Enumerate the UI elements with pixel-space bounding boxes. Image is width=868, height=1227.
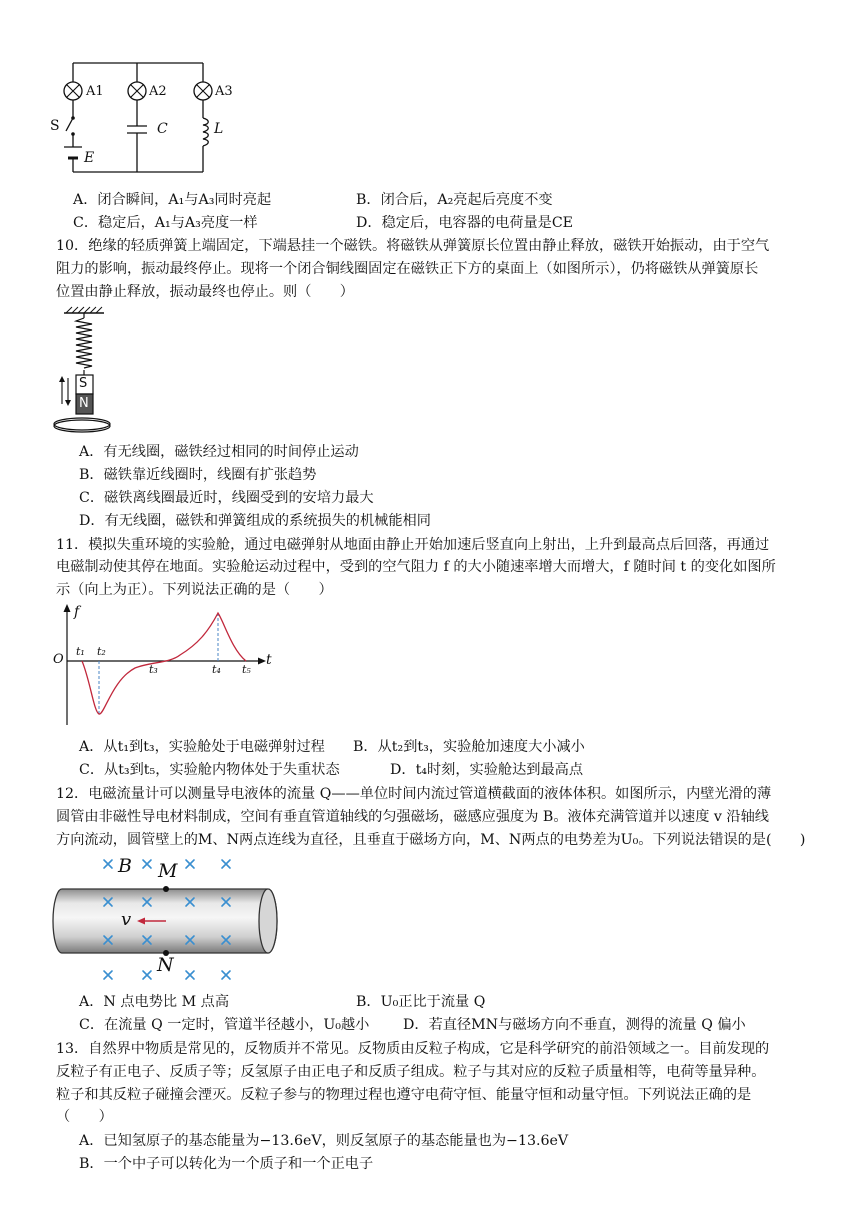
q9-option-b[interactable]: B．闭合后，A₂亮起后亮度不变 <box>356 192 553 208</box>
lamp-a3-label: A3 <box>215 84 233 99</box>
graph-t1-label: t₁ <box>76 645 85 658</box>
q11-option-d[interactable]: D．t₄时刻，实验舱达到最高点 <box>390 762 584 778</box>
graph-t4-label: t₄ <box>212 663 221 676</box>
q10-stem-line: 10．绝缘的轻质弹簧上端固定，下端悬挂一个磁铁。将磁铁从弹簧原长位置由静止释放，磁铁开始振动，由于空气 <box>56 238 770 254</box>
q10-stem-line: 阻力的影响，振动最终停止。现将一个闭合铜线圈固定在磁铁正下方的桌面上（如图所示），仍将磁铁从弹簧原长 <box>56 261 759 277</box>
battery-label: E <box>84 150 95 166</box>
point-m-label: M <box>158 860 178 882</box>
q11-stem-line: 电磁制动使其停在地面。实验舱运动过程中，受到的空气阻力 f 的大小随速率增大而增大，f 随时间 t 的变化如图所 <box>56 559 776 575</box>
graph-origin-label: O <box>53 652 64 667</box>
point-n-label: N <box>157 954 174 976</box>
q10-option-a[interactable]: A．有无线圈，磁铁经过相同的时间停止运动 <box>79 444 359 460</box>
graph-y-label: f <box>74 604 80 620</box>
q13-stem-line: 粒子和其反粒子碰撞会湮灭。反粒子参与的物理过程也遵守电荷守恒、能量守恒和动量守恒。下列说法正确的是 <box>56 1087 752 1103</box>
q13-option-a[interactable]: A．已知氢原子的基态能量为−13.6eV，则反氢原子的基态能量也为−13.6eV <box>79 1133 569 1149</box>
q11-option-a[interactable]: A．从t₁到t₃，实验舱处于电磁弹射过程 <box>79 739 325 755</box>
q12-stem-line: 圆管由非磁性导电材料制成，空间有垂直管道轴线的匀强磁场，磁感应强度为 B。液体充满管道并以速度 v 沿轴线 <box>56 809 769 825</box>
q9-option-d[interactable]: D．稳定后，电容器的电荷量是CE <box>356 215 574 231</box>
q11-option-b[interactable]: B．从t₂到t₃，实验舱加速度大小减小 <box>353 739 585 755</box>
q13-stem-line: 13．自然界中物质是常见的，反物质并不常见。反物质由反粒子构成，它是科学研究的前沿领域之一。目前发现的 <box>56 1041 770 1057</box>
velocity-label: v <box>121 909 132 930</box>
q10-option-d[interactable]: D．有无线圈，磁铁和弹簧组成的系统损失的机械能相同 <box>79 513 431 529</box>
q12-option-a[interactable]: A．N 点电势比 M 点高 <box>79 994 230 1010</box>
q12-stem-line: 方向流动，圆管壁上的M、N两点连线为直径，且垂直于磁场方向，M、N两点的电势差为U₀。下列说法错误的是( ) <box>56 832 806 848</box>
capacitor-label: C <box>157 121 168 137</box>
q12-stem-line: 12．电磁流量计可以测量导电液体的流量 Q——单位时间内流过管道横截面的液体体积。如图所示，内壁光滑的薄 <box>56 786 772 802</box>
graph-t3-label: t₃ <box>149 663 158 676</box>
graph-t2-label: t₂ <box>97 645 106 658</box>
q13-stem-line: 反粒子有正电子、反质子等；反氢原子由正电子和反质子组成。粒子与其对应的反粒子质量相等，电荷等量异种。 <box>56 1064 766 1080</box>
inductor-label: L <box>214 121 224 137</box>
q11-option-c[interactable]: C．从t₃到t₅，实验舱内物体处于失重状态 <box>79 762 340 778</box>
q12-option-b[interactable]: B．U₀正比于流量 Q <box>356 994 486 1010</box>
q11-stem-line: 示（向上为正）。下列说法正确的是（ ） <box>56 582 333 598</box>
lamp-a2-label: A2 <box>149 84 167 99</box>
q12-option-c[interactable]: C．在流量 Q 一定时，管道半径越小，U₀越小 <box>79 1017 370 1033</box>
field-b-label: B <box>118 855 132 877</box>
q10-option-b[interactable]: B．磁铁靠近线圈时，线圈有扩张趋势 <box>79 467 317 483</box>
q10-option-c[interactable]: C．磁铁离线圈最近时，线圈受到的安培力最大 <box>79 490 374 506</box>
graph-t5-label: t₅ <box>242 663 251 676</box>
q13-stem-line: （ ） <box>56 1109 113 1125</box>
switch-label: S <box>50 118 60 134</box>
q12-option-d[interactable]: D．若直径MN与磁场方向不垂直，测得的流量 Q 偏小 <box>403 1017 746 1033</box>
q9-option-c[interactable]: C．稳定后，A₁与A₃亮度一样 <box>73 215 258 231</box>
point-m <box>163 886 169 892</box>
graph-x-label: t <box>266 652 272 668</box>
magnet-north-label: N <box>79 396 89 411</box>
lamp-a1-label: A1 <box>86 84 104 99</box>
q10-stem-line: 位置由静止释放，振动最终也停止。则（ ） <box>56 284 354 300</box>
magnet-south-label: S <box>79 376 88 391</box>
q11-stem-line: 11．模拟失重环境的实验舱，通过电磁弹射从地面由静止开始加速后竖直向上射出，上升到最高点后回落，再通过 <box>56 537 770 553</box>
q9-option-a[interactable]: A．闭合瞬间，A₁与A₃同时亮起 <box>73 192 272 208</box>
q13-option-b[interactable]: B．一个中子可以转化为一个质子和一个正电子 <box>79 1156 374 1172</box>
